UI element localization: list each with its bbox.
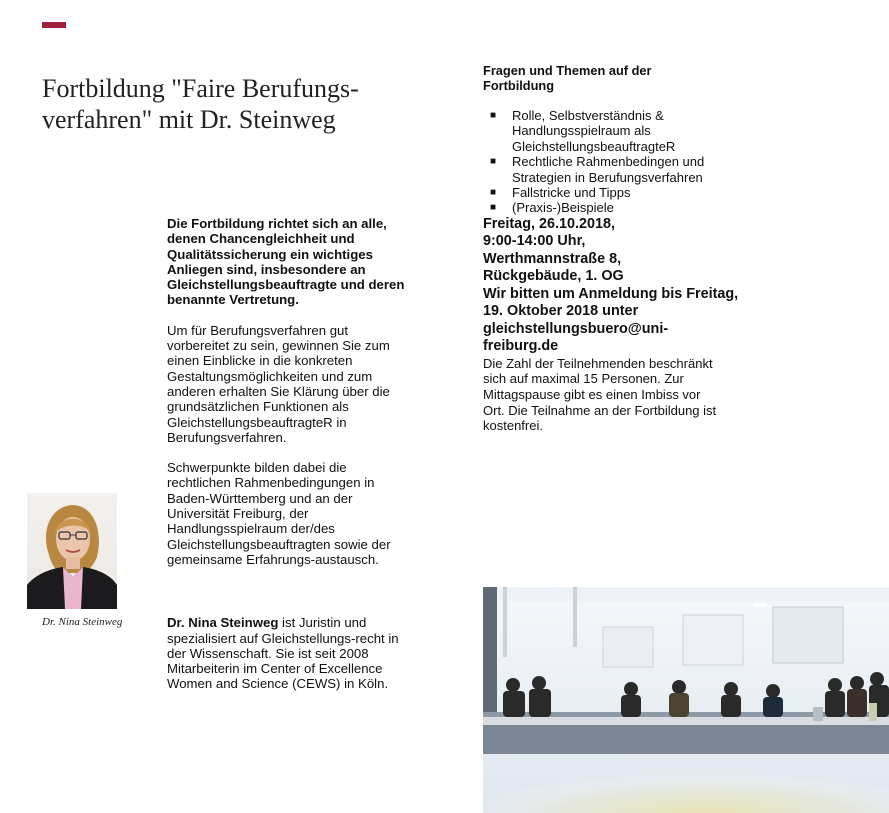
preparation-paragraph: Um für Berufungsverfahren gut vorbereitet zu sein, gewinnen Sie zum einen Einblicke in die konkreten Gestaltungsmöglichkeiten und zum anderen erhalten Sie Klärung über die grundsätzlichen Funktionen als GleichstellungsbeauftragteR in Berufungsverfahren. xyxy=(167,322,390,445)
focus-paragraph: Schwerpunkte bilden dabei die rechtlichen Rahmenbedingungen in Baden-Württemberg und an der Universität Freiburg, der Handlungsspielraum der/des Gleichstellungsbeauftragten sowie der gemeinsame Erfahrungs-austausch. xyxy=(167,460,391,567)
bio-text: ist Juristin und spezialisiert auf Gleichstellungs-recht in der Wissenschaft. Sie ist seit 2008 Mitarbeiterin im Center of Excellence Women and Science (CEWS) in Köln. xyxy=(167,615,399,692)
registration-info xyxy=(483,286,743,356)
list-item: ■ Rechtliche Rahmenbedingen und Strategien in Berufungsverfahren xyxy=(483,154,712,185)
bio-name: Dr. Nina Steinweg xyxy=(167,615,279,631)
photo-caption: Dr. Nina Steinweg xyxy=(42,616,123,628)
list-item: ■ Fallstricke und Tipps xyxy=(483,185,712,200)
right-column xyxy=(483,63,783,434)
event-street: Werthmannstraße 8, xyxy=(483,250,622,267)
title-line-2: verfahren" mit Dr. Steinweg xyxy=(42,105,336,134)
list-item: ■ (Praxis-)Beispiele xyxy=(483,200,712,215)
bio-paragraph xyxy=(167,615,412,691)
speaker-portrait-image xyxy=(27,493,117,609)
seminar-room-photo xyxy=(483,587,889,813)
list-item: ■ Rolle, Selbstverständnis & Handlungsspielraum als GleichstellungsbeauftragteR xyxy=(483,108,712,154)
left-column xyxy=(167,216,412,692)
seminar-room-image xyxy=(483,587,889,813)
event-details xyxy=(483,216,743,286)
event-date: Freitag, 26.10.2018, xyxy=(483,215,615,232)
questions-heading: Fragen und Themen auf der Fortbildung xyxy=(483,63,652,93)
registration-email-link[interactable]: gleichstellungsbuero@uni-freiburg.de xyxy=(483,320,669,355)
accent-bar xyxy=(42,22,66,28)
title-line-1: Fortbildung "Faire Berufungs- xyxy=(42,74,359,103)
page-title xyxy=(42,73,382,135)
event-building: Rückgebäude, 1. OG xyxy=(483,268,624,285)
event-time: 9:00-14:00 Uhr, xyxy=(483,233,586,250)
intro-paragraph: Die Fortbildung richtet sich an alle, denen Chancengleichheit und Qualitätssicherung ein wichtiges Anliegen sind, insbesondere an Gleichstellungsbeauftragte und deren benannte Vertretung. xyxy=(167,216,405,308)
topics-list xyxy=(483,108,783,216)
registration-text: Wir bitten um Anmeldung bis Freitag, 19. Oktober 2018 unter xyxy=(483,285,739,320)
participation-note: Die Zahl der Teilnehmenden beschränkt sich auf maximal 15 Personen. Zur Mittagspause gibt es einen Imbiss vor Ort. Die Teilnahme an der Fortbildung ist kostenfrei. xyxy=(483,355,717,434)
speaker-photo xyxy=(27,493,117,609)
